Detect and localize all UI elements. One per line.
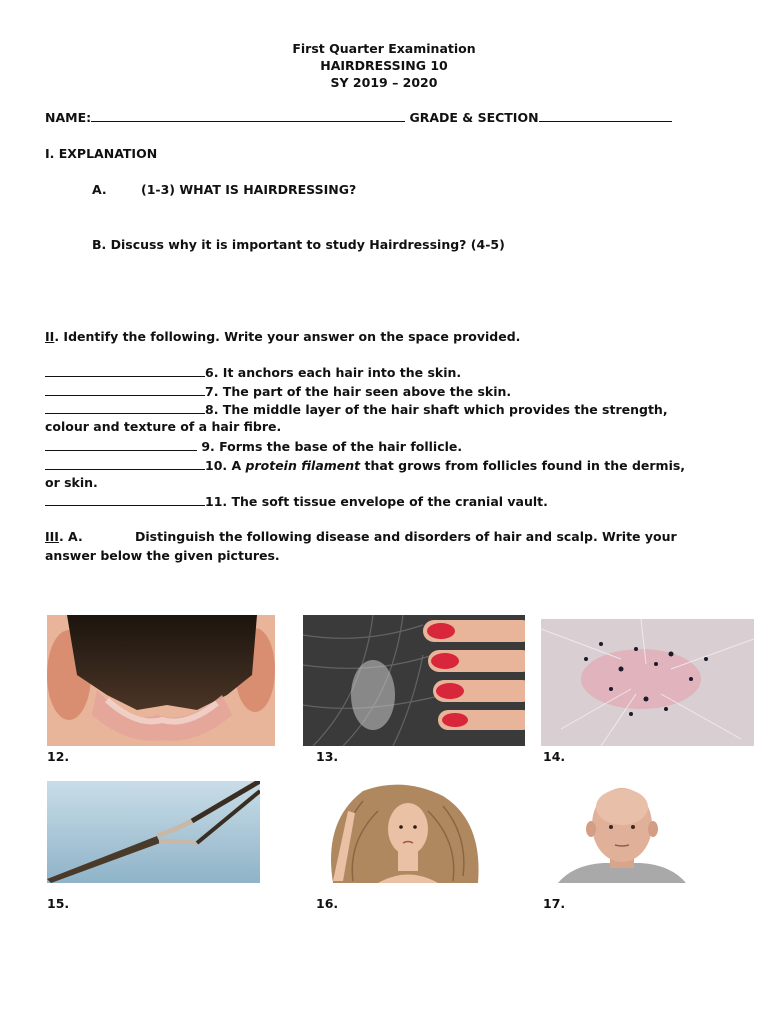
school-year: SY 2019 – 2020 <box>330 75 438 90</box>
picture-16-frizzy-hair <box>293 781 510 883</box>
name-label: NAME: <box>45 110 92 125</box>
item-10-text-post: that grows from follicles found in the dermis, <box>360 458 686 473</box>
item-9-text: 9. Forms the base of the hair follicle. <box>197 439 463 454</box>
part1-title: I. EXPLANATION <box>45 146 158 161</box>
answer-blank-7[interactable] <box>45 383 205 396</box>
item-10-text-pre: 10. A <box>205 458 246 473</box>
grade-section-blank[interactable] <box>539 109 672 122</box>
item-10-continued: or skin. <box>45 475 98 490</box>
answer-blank-6[interactable] <box>45 364 205 377</box>
item-11-text: 11. The soft tissue envelope of the cranial vault. <box>205 494 548 509</box>
part3-letter: . A. <box>58 529 83 544</box>
picture-15-number: 15. <box>47 896 70 911</box>
answer-blank-8[interactable] <box>45 401 205 414</box>
answer-blank-11[interactable] <box>45 493 205 506</box>
item-10-italic: protein filament <box>245 458 361 473</box>
subject-title: HAIRDRESSING 10 <box>320 58 448 73</box>
exam-title: First Quarter Examination <box>292 41 476 56</box>
question-b-text: B. Discuss why it is important to study Hairdressing? (4-5) <box>92 237 505 252</box>
part2-instruction: . Identify the following. Write your answer on the space provided. <box>54 329 521 344</box>
picture-17-number: 17. <box>543 896 566 911</box>
part3-roman: III <box>45 529 59 544</box>
picture-14-scalp <box>541 619 754 746</box>
picture-15-split-end <box>47 781 260 883</box>
question-a-letter: A. <box>92 182 107 197</box>
item-8-continued: colour and texture of a hair fibre. <box>45 419 282 434</box>
part3-title <box>45 529 83 544</box>
item-8 <box>45 401 668 417</box>
question-a-text: (1-3) WHAT IS HAIRDRESSING? <box>141 182 357 197</box>
item-11 <box>45 493 548 509</box>
item-6 <box>45 364 461 380</box>
item-6-text: 6. It anchors each hair into the skin. <box>205 365 462 380</box>
picture-13-number: 13. <box>316 749 339 764</box>
item-7 <box>45 383 511 399</box>
picture-12-number: 12. <box>47 749 70 764</box>
part2-title <box>45 329 520 344</box>
picture-17-bald-man <box>553 785 691 883</box>
picture-12-psoriasis <box>47 615 275 746</box>
item-9 <box>45 438 462 454</box>
picture-16-number: 16. <box>316 896 339 911</box>
answer-blank-9[interactable] <box>45 438 197 451</box>
part2-roman: II <box>45 329 55 344</box>
picture-14-number: 14. <box>543 749 566 764</box>
part3-instruction-line2: answer below the given pictures. <box>45 548 280 563</box>
item-8-text: 8. The middle layer of the hair shaft which provides the strength, <box>205 402 668 417</box>
item-7-text: 7. The part of the hair seen above the skin. <box>205 384 512 399</box>
part3-instruction-line1: Distinguish the following disease and disorders of hair and scalp. Write your <box>135 529 677 544</box>
grade-section-label: GRADE & SECTION <box>409 110 539 125</box>
picture-13-dandruff <box>303 615 525 746</box>
answer-blank-10[interactable] <box>45 457 205 470</box>
name-blank[interactable] <box>91 109 405 122</box>
item-10 <box>45 457 685 473</box>
name-row <box>45 109 672 125</box>
